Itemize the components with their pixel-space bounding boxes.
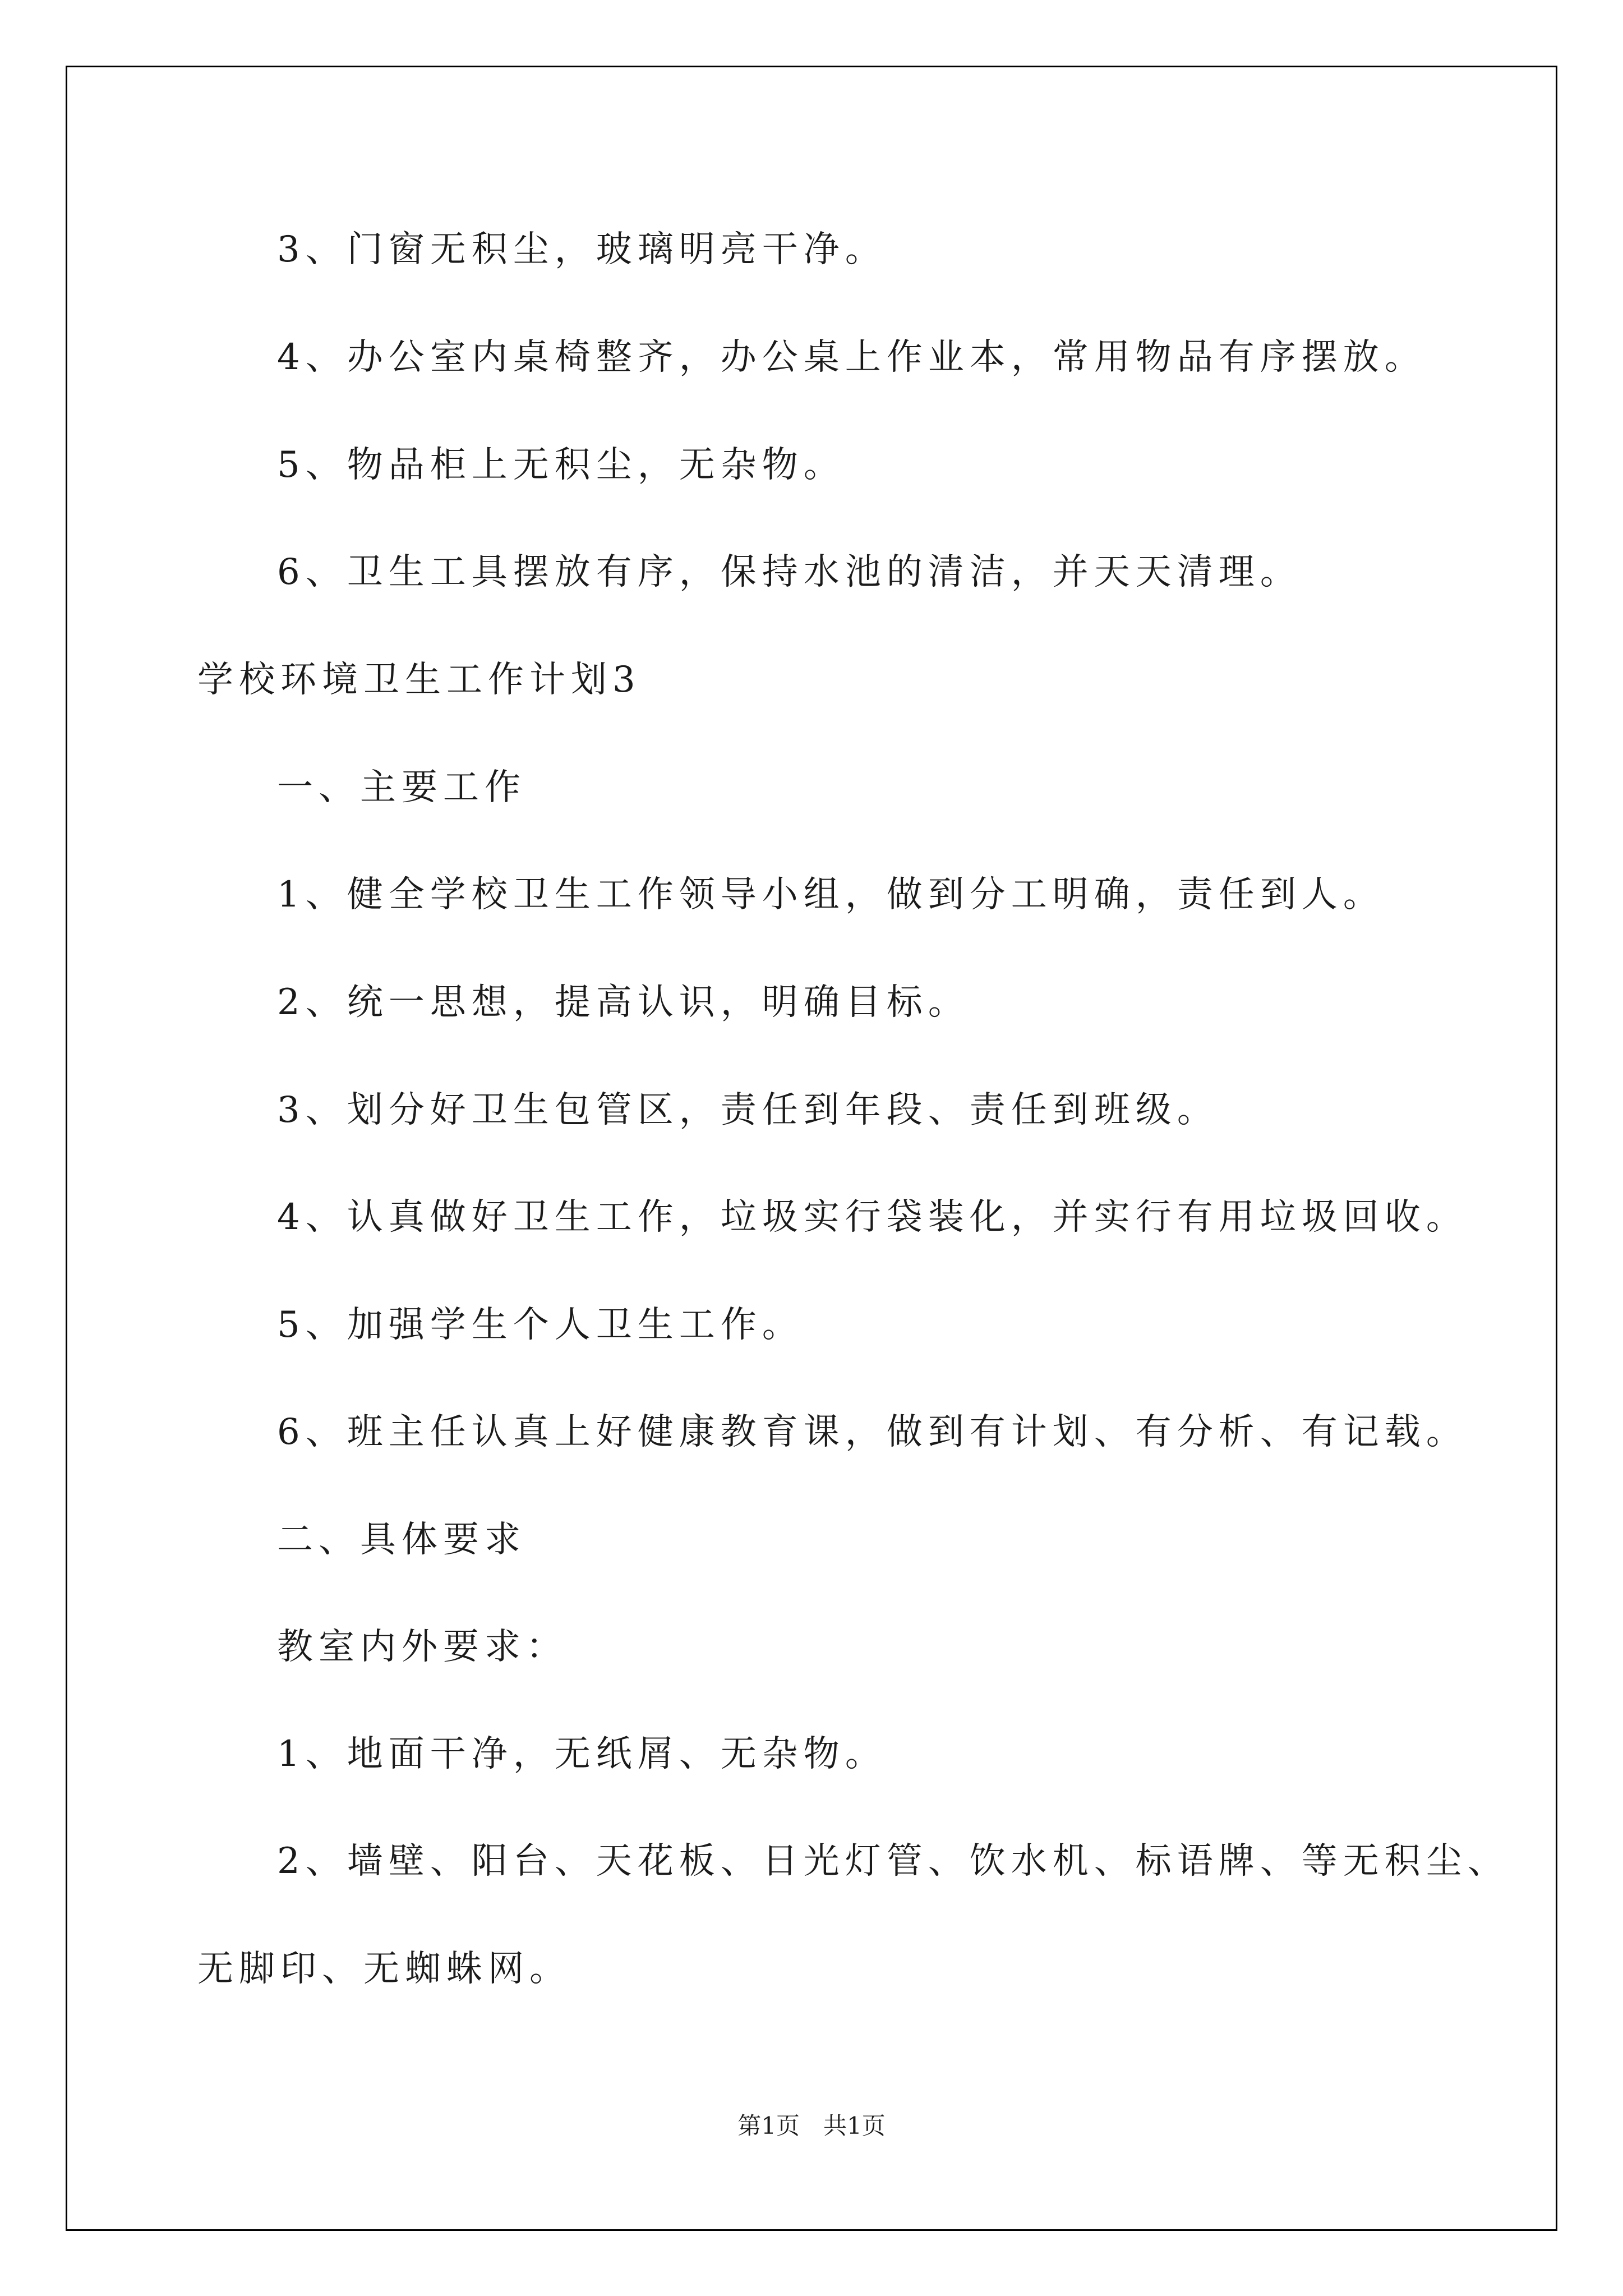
paragraph-line: 5、加强学生个人卫生工作。	[277, 1304, 804, 1346]
paragraph-line: 1、健全学校卫生工作领导小组，做到分工明确，责任到人。	[277, 874, 1385, 915]
paragraph-line: 6、班主任认真上好健康教育课，做到有计划、有分析、有记载。	[277, 1411, 1468, 1453]
paragraph-line: 5、物品柜上无积尘，无杂物。	[277, 444, 845, 486]
paragraph-line: 3、门窗无积尘，玻璃明亮干净。	[277, 229, 887, 270]
page-footer: 第1页 共1页	[737, 2112, 886, 2139]
subsection-heading: 一、主要工作	[277, 767, 526, 808]
paragraph-line: 3、划分好卫生包管区，责任到年段、责任到班级。	[277, 1089, 1219, 1131]
paragraph-line: 1、地面干净，无纸屑、无杂物。	[277, 1733, 887, 1775]
paragraph-line: 4、认真做好卫生工作，垃圾实行袋装化，并实行有用垃圾回收。	[277, 1197, 1468, 1238]
paragraph-line-continuation: 无脚印、无蜘蛛网。	[197, 1948, 571, 1990]
page-border	[66, 66, 1557, 2231]
paragraph-line: 教室内外要求：	[277, 1626, 568, 1668]
paragraph-line: 2、统一思想，提高认识，明确目标。	[277, 982, 970, 1023]
paragraph-line: 6、卫生工具摆放有序，保持水池的清洁，并天天清理。	[277, 551, 1302, 593]
subsection-heading: 二、具体要求	[277, 1519, 526, 1561]
section-heading: 学校环境卫生工作计划3	[197, 659, 641, 701]
paragraph-line: 2、墙壁、阳台、天花板、日光灯管、饮水机、标语牌、等无积尘、	[277, 1841, 1509, 1882]
paragraph-line: 4、办公室内桌椅整齐，办公桌上作业本，常用物品有序摆放。	[277, 337, 1426, 378]
